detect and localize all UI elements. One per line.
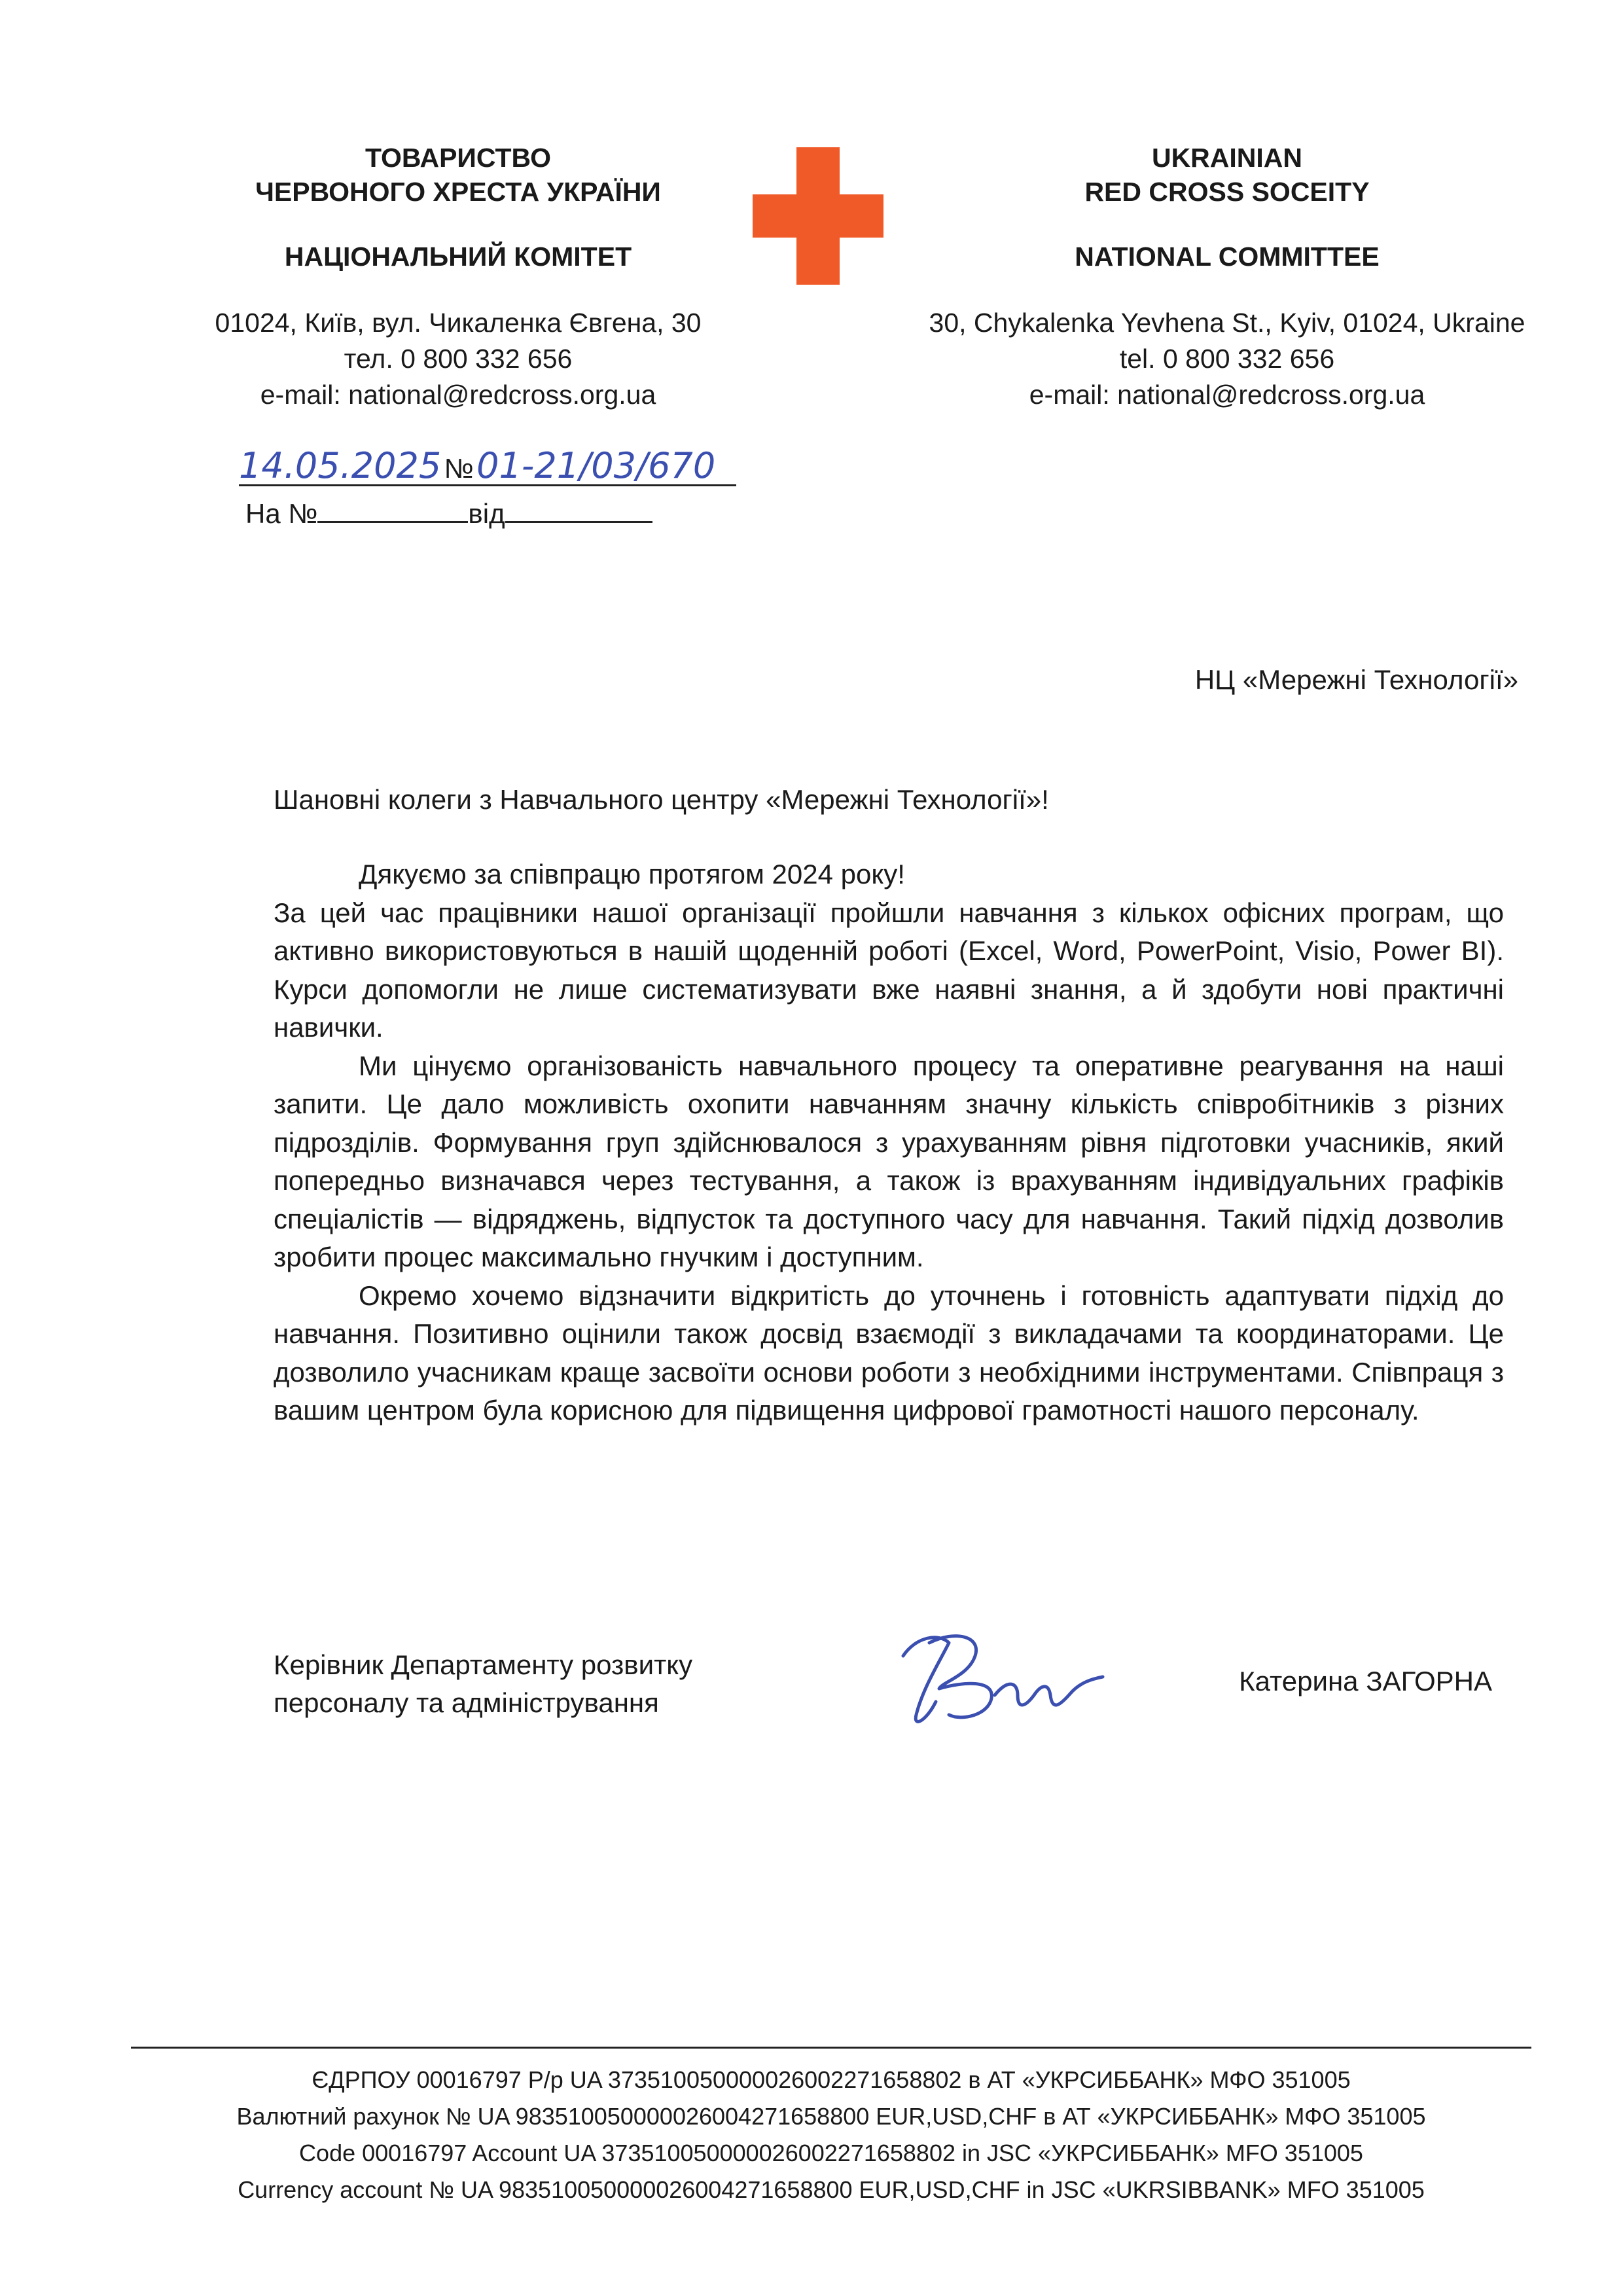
bank-details [131,2062,1531,2208]
recipient: НЦ «Мережні Технології» [1194,664,1518,695]
signature-icon [877,1617,1113,1748]
footer-divider [131,2047,1531,2049]
reply-number-blank [317,499,468,523]
ref-underline [239,484,736,486]
left-address: 01024, Київ, вул. Чикаленка Євгена, 30 [215,308,702,338]
greeting: Шановні колеги з Навчального центру «Мережні Технології»! [274,784,1049,815]
left-letterhead [131,141,785,413]
position-line2: персоналу та адміністрування [274,1687,659,1718]
left-org-line2: ЧЕРВОНОГО ХРЕСТА УКРАЇНИ [255,177,661,207]
paragraph-thanks: Дякуємо за співпрацю протягом 2024 року! [359,859,905,889]
reply-date-blank [505,499,652,523]
signer-position [274,1646,863,1722]
red-cross-logo [753,147,883,285]
ref-number-label: № [444,453,474,484]
outgoing-reference [239,445,762,491]
from-label: від [468,498,505,529]
footer-line-edrpou: ЄДРПОУ 00016797 Р/р UA 373510050000026002271658802 в АТ «УКРСИББАНК» МФО 351005 [312,2066,1351,2093]
footer-line-code: Code 00016797 Account UA 373510050000026002271658802 in JSC «УКРСИББАНК» MFO 351005 [299,2140,1363,2166]
right-address: 30, Chykalenka Yevhena St., Kyiv, 01024, Ukraine [929,308,1525,338]
position-line1: Керівник Департаменту розвитку [274,1649,693,1680]
red-cross-icon [753,147,883,285]
paragraph-openness: Окремо хочемо відзначити відкритість до уточнень і готовність адаптувати підхід до навчання. Позитивно оцінили також досвід взаємодії з викладачами та координаторами. Це дозволило учасникам краще засвоїти основи роботи з необхідними інструментами. Співпраця з вашим центром була корисною для підвищення цифрової грамотності нашого персоналу. [274,1280,1504,1426]
paragraph-training: За цей час працівники нашої організації пройшли навчання з кількох офісних програм, що активно використовуються в нашій щоденній роботі (Excel, Word, PowerPoint, Visio, Power BI). Курси допомогли не лише систематизувати вже наявні знання, а й здобути нові практичні навички. [274,897,1504,1043]
footer-line-currency-ua: Валютний рахунок № UA 983510050000026004271658800 EUR,USD,CHF в АТ «УКРСИББАНК» МФО 351005 [236,2103,1426,2130]
signer-name: Катерина ЗАГОРНА [1239,1666,1492,1696]
reply-label: На № [245,498,318,529]
right-org-line2: RED CROSS SOCEITY [1084,177,1370,207]
cross-horizontal-bar [753,194,883,238]
footer-line-currency-en: Currency account № UA 983510050000026004271658800 EUR,USD,CHF in JSC «UKRSIBBANK» MFO 351005 [238,2176,1425,2203]
right-committee: NATIONAL COMMITTEE [1075,242,1380,272]
left-email: e-mail: national@redcross.org.ua [260,380,656,410]
paragraph-organization: Ми цінуємо організованість навчального процесу та оперативне реагування на наші запити. Це дало можливість охопити навчанням значну кількість співробітників з різних підрозділів. Формування груп здійснювалося з урахуванням рівня підготовки учасників, який попередньо визначався через тестування, а також із врахуванням індивідуальних графіків спеціалістів — відряджень, відпусток та доступного часу для навчання. Такий підхід дозволив зробити процес максимально гнучким і доступним. [274,1050,1504,1272]
right-org-line1: UKRAINIAN [1151,143,1303,173]
letter-body [274,855,1504,1430]
left-org-line1: ТОВАРИСТВО [365,143,552,173]
ref-date: 14.05.2025 [239,445,442,486]
handwritten-signature [877,1617,1113,1748]
incoming-reference [245,494,704,533]
left-phone: тел. 0 800 332 656 [344,344,573,374]
right-email: e-mail: national@redcross.org.ua [1029,380,1425,410]
ref-number: 01-21/03/670 [476,445,716,486]
right-letterhead [893,141,1561,413]
left-committee: НАЦІОНАЛЬНИЙ КОМІТЕТ [284,242,632,272]
right-phone: tel. 0 800 332 656 [1119,344,1335,374]
